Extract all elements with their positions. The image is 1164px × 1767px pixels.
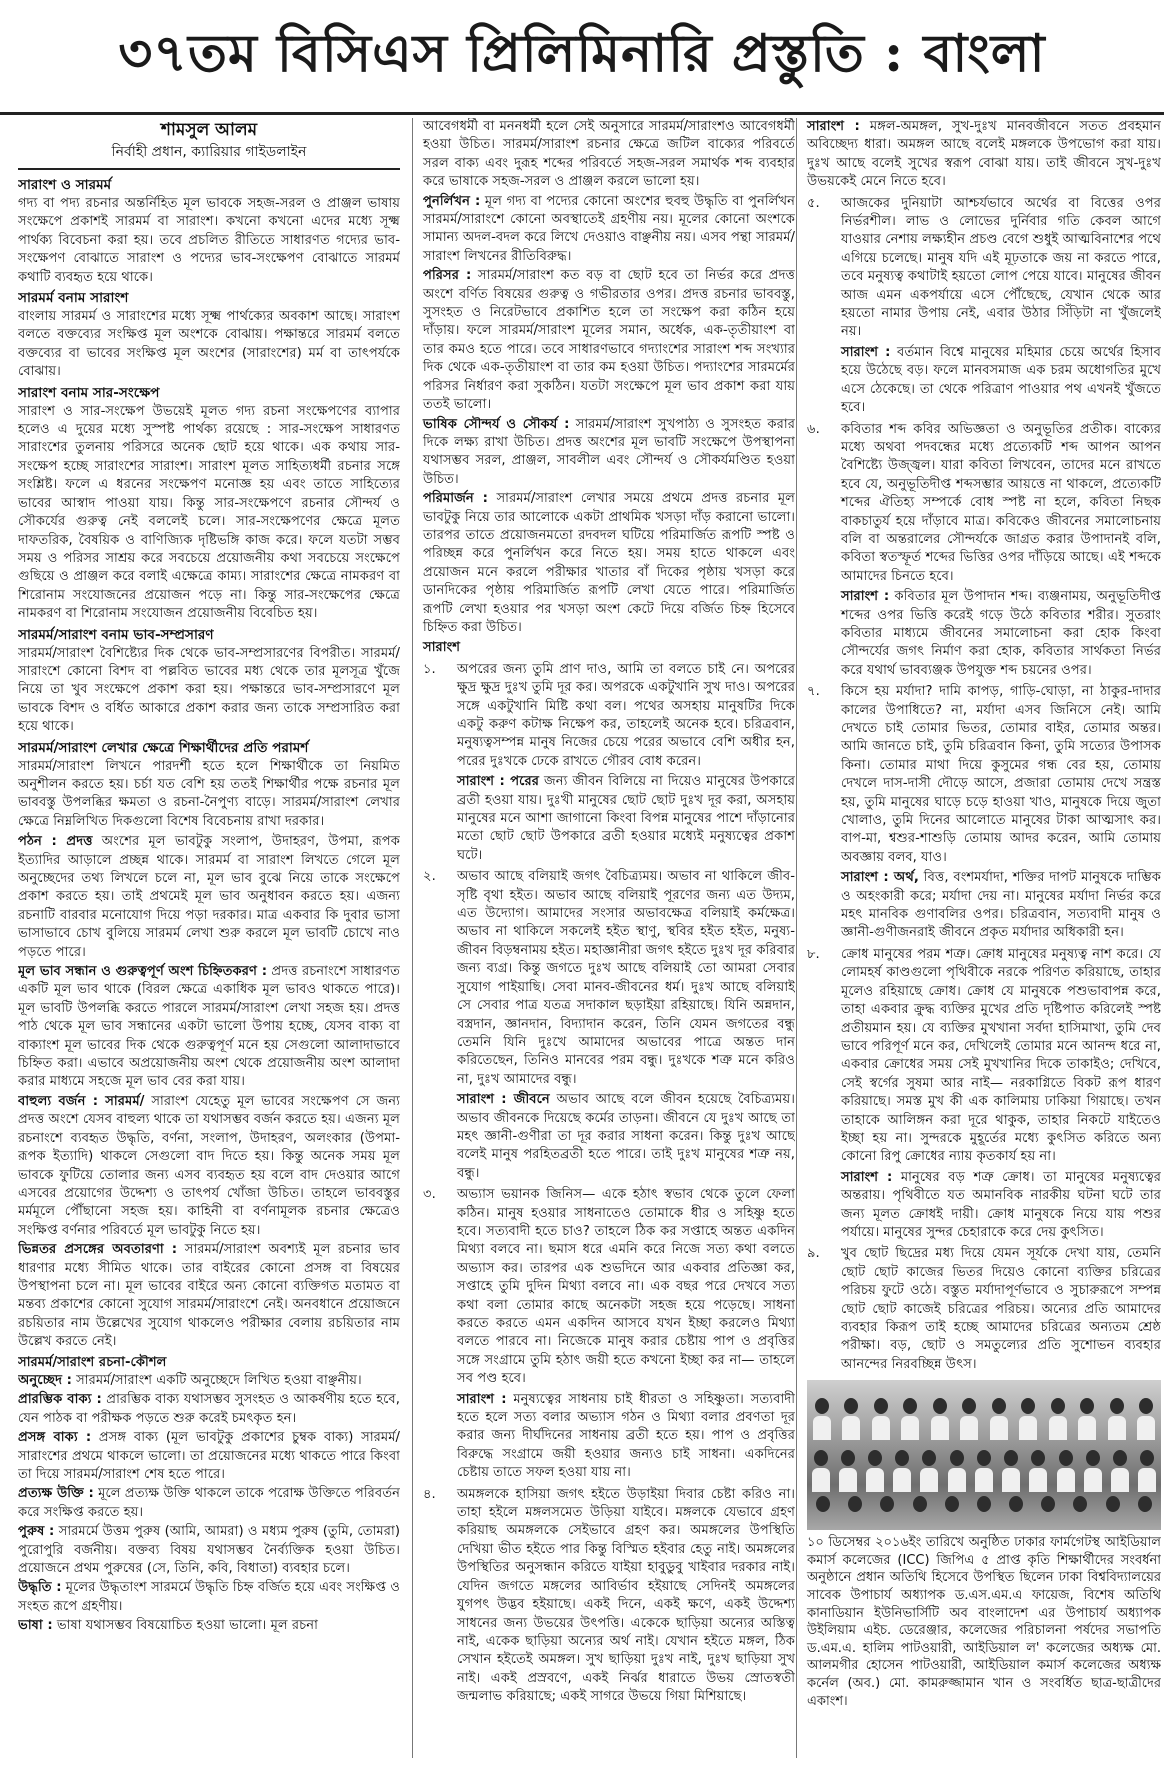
point-label: পুনর্লিখন : xyxy=(423,193,481,209)
section-vs-bhab-samprasaran xyxy=(18,626,400,737)
summary-label: সারাংশ : পরের xyxy=(457,774,539,790)
point-text: মূল গদ্য বা পদ্যের কোনো অংশের হুবহু উদ্ধৃতি বা পুনর্লিখন সারমর্ম/সারাংশে কোনো অবস্থাতেই গ্রহণীয় নয়। মূলের কোনো অংশকে সামান্য অদল-বদল করে লিখে দেওয়াও বাঞ্ছনীয় নয়। এসব পন্থা সারমর্ম/সারাংশ লিখনের রীতিবিরুদ্ধ। xyxy=(423,193,795,264)
advice-point xyxy=(18,963,400,1092)
item-summary xyxy=(457,773,795,865)
point-label: বাহুল্য বর্জন : সারমর্ম/ xyxy=(18,1093,145,1109)
exercise-item xyxy=(807,683,1161,867)
point-label: পঠন : প্রদত্ত xyxy=(18,834,93,850)
point-label: পুরুষ : xyxy=(18,1524,55,1540)
column-left xyxy=(18,118,400,1758)
technique-point xyxy=(423,267,795,414)
item-summary xyxy=(841,869,1161,943)
item-summary xyxy=(457,1091,795,1183)
point-text: প্রদত্ত রচনাংশে সাধারণত একটি মূল ভাব থাকে (বিরল ক্ষেত্রে একাধিক মূল ভাবও থাকতে পারে)। মূল ভাবটি উপলব্ধি করতে পারলে সারমর্ম/সারাংশ লেখা সহজ হয়। প্রদত্ত পাঠ থেকে মূল ভাব সন্ধানের একটা ভালো উপায় হচ্ছে, যেসব বাক্য বা বাক্যাংশ মূল ভাবের দিক থেকে গুরুত্বপূর্ণ মনে হয় সেগুলো আলাদাভাবে চিহ্নিত করা। এভাবে অপ্রয়োজনীয় অংশ থেকে প্রয়োজনীয় অংশ আলাদা করার মাধ্যমে সহজে মূল ভাব বের করা যায়। xyxy=(18,964,400,1090)
event-photo xyxy=(807,1380,1161,1530)
item-number: ৬. xyxy=(807,421,820,437)
summary-label: সারাংশ : xyxy=(457,1391,507,1407)
item-number: ৫. xyxy=(807,195,820,211)
item-text: অপরের জন্য তুমি প্রাণ দাও, আমি তা বলতে চাই নে। অপরের ক্ষুদ্র ক্ষুদ্র দুঃখ তুমি দূর কর। অপরকে একটুখানি সুখ দাও। অপরের সঙ্গে একটুখানি মিষ্টি কথা বল। পথের অসহায় মানুষটির দিকে একটু করুণ কটাক্ষ নিক্ষেপ কর, তাহলেই অনেক হবে। চরিত্রবান, মনুষ্যত্বসম্পন্ন মানুষ নিজের চেয়ে পরের অভাবে বেশি অধীর হন, পরের দুঃখকে ঢেকে রাখতে গৌরব বোধ করেন। xyxy=(457,661,795,769)
item-number: ৩. xyxy=(423,1187,436,1203)
section-heading: সারাংশ বনাম সার-সংক্ষেপ xyxy=(18,384,160,401)
section-text: গদ্য বা পদ্য রচনার অন্তর্নিহিত মূল ভাবকে সহজ-সরল ও প্রাঞ্জল ভাষায় সংক্ষেপে প্রকাশই সারমর্ম বা সারাংশ। কখনো কখনো এদের মধ্যে সূক্ষ্ম পার্থক্য বিবেচনা করা হয়। তবে প্রচলিত রীতিতে সাধারণত গদ্যের ভাব-সংক্ষেপণ বোঝাতে সারাংশ ও পদ্যের ভাব-সংক্ষেপণ বোঝাতে সারমর্ম কথাটি ব্যবহৃত হয়ে থাকে। xyxy=(18,196,400,285)
section-heading: সারমর্ম/সারাংশ লেখার ক্ষেত্রে শিক্ষার্থীদের প্রতি পরামর্শ xyxy=(18,739,309,756)
exercise-item xyxy=(423,1486,795,1707)
exercise-item xyxy=(423,1186,795,1388)
summary-label: সারাংশ : জীবনে xyxy=(457,1092,550,1108)
intro-text: আবেগধর্মী বা মননধর্মী হলে সেই অনুসারে সারমর্ম/সারাংশও আবেগধর্মী হওয়া উচিত। সারমর্ম/সারাংশ রচনার ক্ষেত্রে জটিল বাক্যের পরিবর্তে সরল বাক্য এবং দুরূহ শব্দের পরিবর্তে সহজ-সরল সমার্থক শব্দ ব্যবহার করে ভাষাকে সহজ-সরল ও প্রাঞ্জল করলে ভালো হয়। xyxy=(423,119,795,190)
point-label: মূল ভাব সন্ধান ও গুরুত্বপূর্ণ অংশ চিহ্নিতকরণ : xyxy=(18,964,268,980)
point-text: অংশের মূল ভাবটুকু সংলাপ, উদাহরণ, উপমা, রূপক ইত্যাদির আড়ালে প্রচ্ছন্ন থাকে। সারমর্ম বা সারাংশ লিখতে গেলে মূল অনুচ্ছেদের তথ্য লিখলে চলে না, মূল ভাব বুঝে নিয়ে তাকে সংক্ষেপে প্রকাশ করতে হয়। তাই প্রথমেই মূল ভাব অনুধাবন করতে হয়। এজন্য রচনাটি বারবার মনোযোগ দিয়ে পড়া দরকার। মাত্র একবার কি দুবার ভাসা ভাসাভাবে চোখ বুলিয়ে সারমর্ম লেখা শুরু করলে মূল ভাবটি চোখে নাও পড়তে পারে। xyxy=(18,834,400,960)
point-label: ভাষিক সৌন্দর্য ও সৌকর্য : xyxy=(423,416,570,432)
advice-point xyxy=(18,833,400,962)
advice-point xyxy=(18,1241,400,1351)
point-text: সারমর্মে উত্তম পুরুষ (আমি, আমরা) ও মধ্যম পুরুষ (তুমি, তোমরা) পুরোপুরি বর্জনীয়। বক্তব্য বিষয় যথাসম্ভব নৈর্ব্যক্তিক হওয়া উচিত। প্রয়োজনে প্রথম পুরুষের (সে, তিনি, কবি, বিধাতা) ব্যবহার চলে। xyxy=(18,1524,400,1577)
item-number: ৯. xyxy=(807,1246,820,1262)
column-right xyxy=(796,118,1161,1758)
photo-caption: ১০ ডিসেম্বর ২০১৬ইং তারিখে অনুষ্ঠিত ঢাকার ফার্মগেটস্থ আইডিয়াল কমার্স কলেজের (ICC) জিপিএ ৫ প্রাপ্ত কৃতি শিক্ষার্থীদের সংবর্ধনা অনুষ্ঠানে প্রধান অতিথি হিসেবে উপস্থিত ছিলেন ঢাকা বিশ্ববিদ্যালয়ের সাবেক উপাচার্য অধ্যাপক ড.এস.এম.এ ফায়েজ, বিশেষ অতিথি কানাডিয়ান ইউনিভার্সিটি অব বাংলাদেশ এর উপাচার্য অধ্যাপক উইলিয়াম এইচ. ডেরেঞ্জার, কলেজের পরিচালনা পর্ষদের সভাপতি ড.এম.এ. হালিম পাটওয়ারী, আইডিয়াল ল' কলেজের অধ্যক্ষ মো. আলমগীর হোসেন পাটওয়ারী, আইডিয়াল কমার্স কলেজের অধ্যক্ষ কর্নেল (অব.) মো. কামরুজ্জামান খান ও সংবর্ধিত ছাত্র-ছাত্রীদের একাংশ। xyxy=(807,1535,1161,1709)
author-name: শামসুল আলম xyxy=(160,120,258,140)
point-label: পরিমার্জন : xyxy=(423,491,488,507)
item-summary xyxy=(841,1169,1161,1243)
item-number: ২. xyxy=(423,869,436,885)
item-text: অমঙ্গলকে হাসিয়া জগৎ হইতে উড়াইয়া দিবার চেষ্টা করিও না। তাহা হইলে মঙ্গলসমেত উড়িয়া যাইবে। মঙ্গলকে যেভাবে গ্রহণ করিয়াছ অমঙ্গলকে সেইভাবে গ্রহণ কর। অমঙ্গলের উপস্থিতি দেখিয়া ভীত হইতে পার কিন্তু বিস্মিত হইবার হেতু নাই। অমঙ্গলের উপস্থিতির অনুসন্ধান করিতে যাইয়া হাবুডুবু খাইবার দরকার নাই। যেদিন জগতে মঙ্গলের আবির্ভাব হইয়াছে সেদিনই অমঙ্গলের যুগপৎ উদ্ভব হইয়াছে। একই দিনে, একই ক্ষণে, একই উদ্দেশ্য সাধনের জন্য উভয়ের উৎপত্তি। একেকে ছাড়িয়া অন্যের অস্তিত্ব নাই, একেক ছাড়িয়া অন্যের অর্থ নাই। যেখান হইতে মঙ্গল, ঠিক সেখান হইতেই অমঙ্গল। সুখ ছাড়িয়া দুঃখ নাই, দুঃখ ছাড়িয়া সুখ নাই। একই প্রস্রবণে, একই নির্ঝর ধারাতে উভয় স্রোতস্বতী জন্মলাভ করিয়াছে; একই সাগরে উভয়ে গিয়া মিশিয়াছে। xyxy=(457,1486,795,1705)
author-role: নির্বাহী প্রধান, ক্যারিয়ার গাইডলাইন xyxy=(111,144,307,160)
exercise-item xyxy=(807,946,1161,1167)
technique-point xyxy=(18,1372,400,1390)
technique-point xyxy=(423,193,795,267)
section-heading: সারমর্ম বনাম সারাংশ xyxy=(18,290,129,307)
point-text: ভাষা যথাসম্ভব বিষয়োচিত হওয়া ভালো। মূল রচনা xyxy=(56,1618,318,1634)
technique-point xyxy=(18,1579,400,1616)
section-text: সারমর্ম/সারাংশ বৈশিষ্ট্যের দিক থেকে ভাব-সম্প্রসারণের বিপরীত। সারমর্ম/সারাংশে কোনো বিশদ বা পল্লবিত ভাবের মধ্য থেকে তার মূলসূত্র খুঁজে নিয়ে তা খুব সংক্ষেপে প্রকাশ করা হয়। পক্ষান্তরে ভাব-সম্প্রসারণে মূল ভাবকে বিশদ ও বর্ধিত আকারে প্রকাশ করার জন্য তাকে সম্প্রসারিত করা হয়ে থাকে। xyxy=(18,645,400,735)
point-text: সারমর্ম/সারাংশ কত বড় বা ছোট হবে তা নির্ভর করে প্রদত্ত অংশে বর্ণিত বিষয়ের গুরুত্ব ও গভীরতার ওপর। প্রদত্ত রচনার ভাববস্তু, সুসংহত ও নিরেটভাবে প্রকাশিত হলে তা সংক্ষেপ করা কঠিন হয়ে দাঁড়ায়। ফলে সারমর্ম/সারাংশ মূলের সমান, অর্ধেক, এক-তৃতীয়াংশ বা তার কমও হতে পারে। তবে সাধারণভাবে গদ্যাংশের সারাংশ শব্দ সংখ্যার দিক থেকে এক-তৃতীয়াংশ বা তার কম হওয়া উচিত। পদ্যাংশের সারমর্মের পরিসর নির্ধারণ করা সুকঠিন। যতটা সংক্ষেপে মূল ভাব প্রকাশ করা যায় ততই ভালো। xyxy=(423,268,795,413)
point-label: প্রারম্ভিক বাক্য : xyxy=(18,1392,102,1408)
item-text: কিসে হয় মর্যাদা? দামি কাপড়, গাড়ি-ঘোড়া, না ঠাকুর-দাদার কালের উপাধিতে? না, মর্যাদা এসব জিনিসে নেই। আমি দেখতে চাই তোমার ভিতর, তোমার বাইর, তোমার অন্তর। আমি জানতে চাই, তুমি চরিত্রবান কিনা, তুমি সত্যের উপাসক কিনা। তোমার মাথা দিয়ে কুসুমের গন্ধ বের হয়, তোমায় দেখলে দাস-দাসী দৌড়ে আসে, প্রজারা তোমায় দেখে সন্ত্রস্ত হয়, তুমি মানুষের ঘাড়ে চড়ে হাওয়া খাও, মানুষকে দিয়ে জুতা খোলাও, তুমি দিনের আলোতে মানুষের টাকা আত্মসাৎ কর। বাপ-মা, শ্বশুর-শাশুড়ি তোমায় আদর করেন, আমি তোমায় অবজ্ঞায় বলব, যাও। xyxy=(841,684,1161,865)
summary-text: মঙ্গল-অমঙ্গল, সুখ-দুঃখ মানবজীবনে সতত প্রবহমান অবিচ্ছেদ্য ধারা। অমঙ্গল আছে বলেই মঙ্গলকে উপভোগ করা যায়। দুঃখ আছে বলেই সুখের স্বরূপ বোঝা যায়। তাই জীবনে সুখ-দুঃখ উভয়কেই মেনে নিতে হবে। xyxy=(807,119,1161,190)
item-text: ক্রোধ মানুষের পরম শত্রু। ক্রোধ মানুষের মনুষ্যত্ব নাশ করে। যে লোমহর্ষ কাণ্ডগুলো পৃথিবীকে নরকে পরিণত করিয়াছে, তাহার মূলেও রহিয়াছে ক্রোধ। ক্রোধ যে মানুষকে পশুভাবাপন্ন করে, তাহা একবার ক্রুদ্ধ ব্যক্তির মুখের প্রতি দৃষ্টিপাত করিলেই স্পষ্ট প্রতীয়মান হয়। যে ব্যক্তির মুখখানা সর্বদা হাসিমাখা, তুমি দেব ভাবে পরিপূর্ণ মনে কর, দেখিলেই তোমার মনে আনন্দ ধরে না, একবার ক্রোধের সময় সেই মুখখানির দিকে তাকাইও; দেখিবে, সেই স্বর্গের সুষমা আর নাই— নরকাগ্নিতে বিকট রূপ ধারণ করিয়াছে। সমস্ত মুখ কী এক কালিমায় ঢাকিয়া গিয়াছে। তখন তাহাকে আলিঙ্গন করা দূরে থাকুক, তাহার নিকটে যাইতেও ইচ্ছা হয় না। সুন্দরকে মুহূর্তের মধ্যে কুৎসিত করিতে অন্য কোনো রিপু ক্রোধের ন্যায় কৃতকার্য হয় না। xyxy=(841,946,1161,1165)
item-text: আজকের দুনিয়াটা আশ্চর্যভাবে অর্থের বা বিত্তের ওপর নির্ভরশীল। লাভ ও লোভের দুর্নিবার গতি কেবল আগে যাওয়ার নেশায় লক্ষ্যহীন প্রচণ্ড বেগে শুধুই আত্মবিনাশের পথে এগিয়ে চলেছে। মানুষ যদি এই মূঢ়তাকে জয় না করতে পারে, তবে মনুষ্যত্ব কথাটাই হয়তো লোপ পেয়ে যাবে। মানুষের জীবন আজ এমন একপর্যায়ে এসে পৌঁছেছে, যেখান থেকে আর হয়তো নামার উপায় নেই, এবার উঠার সিঁড়িটা না খুঁজলেই নয়। xyxy=(841,195,1161,340)
section-saransha-vs-sar-sankshep xyxy=(18,384,400,624)
section-text: সারমর্ম/সারাংশ লিখনে পারদর্শী হতে হলে শিক্ষার্থীকে তা নিয়মিত অনুশীলন করতে হয়। চর্চা যত বেশি হয় ততই শিক্ষার্থীর পক্ষে রচনার মূল ভাববস্তু উপলব্ধির ক্ষমতা ও রচনা-নৈপুণ্য বাড়ে। সারমর্ম/সারাংশ লেখার ক্ষেত্রে নিম্নলিখিত দিকগুলো বিশেষ বিবেচনায় রাখা দরকার। xyxy=(18,758,400,829)
summary-label: সারাংশ : xyxy=(807,119,860,134)
item-text: অভ্যাস ভয়ানক জিনিস— একে হঠাৎ স্বভাব থেকে তুলে ফেলা কঠিন। মানুষ হওয়ার সাধনাতেও তোমাকে ধীর ও সহিষ্ণু হতে হবে। সত্যবাদী হতে চাও? তাহলে ঠিক কর সপ্তাহে অন্তত একদিন মিথ্যা বলবে না। ছমাস ধরে এমনি করে নিজে সত্য কথা বলতে অভ্যাস কর। তারপর এক শুভদিনে আর একবার প্রতিজ্ঞা কর, সপ্তাহে তুমি দুদিন মিথ্যা বলবে না। এক বছর পরে দেখবে সত্য কথা বলা তোমার কাছে অনেকটা সহজ হয়ে পড়েছে। সাধনা করতে করতে এমন একদিন আসবে যখন ইচ্ছা করলেও মিথ্যা বলতে পারবে না। নিজেকে মানুষ করার চেষ্টায় পাপ ও প্রবৃত্তির সঙ্গে সংগ্রামে তুমি হঠাৎ জয়ী হতে কখনো ইচ্ছা কর না— তাহলে সব পণ্ড হবে। xyxy=(457,1187,795,1387)
summary-label: সারাংশ : xyxy=(841,1169,893,1185)
point-label: উদ্ধৃতি : xyxy=(18,1580,62,1596)
point-text: প্রারম্ভিক বাক্য যথাসম্ভব সুসংহত ও আকর্ষণীয় হতে হবে, যেন পাঠক বা পরীক্ষক পড়তে শুরু করেই চমৎকৃত হন। xyxy=(18,1392,400,1426)
summary-text: মানুষের বড় শত্রু ক্রোধ। তা মানুষের মনুষ্যত্বের অন্তরায়। পৃথিবীতে যত অমানবিক নারকীয় ঘটনা ঘটে তার জন্য মূলত ক্রোধই দায়ী। ক্রোধ মানুষকে নিয়ে যায় পশুর পর্যায়ে। মানুষের সুন্দর চেহারাকে করে দেয় কুৎসিত। xyxy=(841,1169,1161,1240)
point-label: ভিন্নতর প্রসঙ্গের অবতারণা : xyxy=(18,1242,178,1258)
summary-text: কবিতার মূল উপাদান শব্দ। ব্যঞ্জনাময়, অনুভূতিদীপ্ত শব্দের ওপর ভিত্তি করেই গড়ে উঠে কবিতার শরীর। সুতরাং কবিতার মাধ্যমে জীবনের সমালোচনা করা হোক কিংবা সৌন্দর্যের জগৎ নির্মাণ করা হোক, কবিতার সার্থকতা নির্ভর করে যথার্থ ভাবব্যঞ্জক উপযুক্ত শব্দ চয়নের ওপর। xyxy=(841,589,1161,678)
summary-text: অভাব আছে বলে জীবন হয়েছে বৈচিত্র্যময়। অভাব জীবনকে দিয়েছে কর্মের তাড়না। জীবনে যে দুঃখ আছে তা মহৎ জ্ঞানী-গুণীরা তা দূর করার সাধনা করেন। কিন্তু দুঃখ আছে বলেই মানুষ পরহিতব্রতী হতে পারে। তাই দুঃখ মানুষের শত্রু নয়, বন্ধু। xyxy=(457,1092,795,1181)
point-label: প্রত্যক্ষ উক্তি : xyxy=(18,1486,94,1502)
technique-point xyxy=(18,1523,400,1578)
section-saransha-o-sarmarma xyxy=(18,176,400,287)
item-text: খুব ছোট ছিদ্রের মধ্য দিয়ে যেমন সূর্যকে দেখা যায়, তেমনি ছোট ছোট কাজের ভিতর দিয়েও কোনো ব্যক্তির চরিত্রের পরিচয় ফুটে ওঠে। বস্তুত মর্যাদাপূর্ণভাবে ও সুচারুরূপে সম্পন্ন ছোট ছোট কাজেই চরিত্রের পরিচয়। অন্যের প্রতি আমাদের ব্যবহার কিরূপ তাই হচ্ছে আমাদের চরিত্রের অন্যতম শ্রেষ্ঠ পরীক্ষা। বড়, ছোট ও সমতুল্যের প্রতি সুশোভন ব্যবহার আনন্দের নিরবচ্ছিন্ন উৎস। xyxy=(841,1246,1161,1372)
section-heading: সারমর্ম/সারাংশ বনাম ভাব-সম্প্রসারণ xyxy=(18,626,214,643)
item-number: ৮. xyxy=(807,946,820,962)
section-heading: সারাংশ xyxy=(423,640,461,656)
byline xyxy=(18,118,400,170)
item-text: অভাব আছে বলিয়াই জগৎ বৈচিত্র্যময়। অভাব না থাকিলে জীব-সৃষ্টি বৃথা হইত। অভাব আছে বলিয়াই পূরণের জন্য এত উদ্যম, এত উদ্যোগ। আমাদের সংসার অভাবক্ষেত্র বলিয়াই কর্মক্ষেত্র। অভাব না থাকিলে সকলেই হইত স্থাণু, স্থবির হইত হইত, মনুষ্য-জীবন বিড়ম্বনাময় হইত। মহাজ্ঞানীরা জগৎ হইতে দুঃখ দূর করিবার জন্য ব্যগ্র। কিন্তু জগতে দুঃখ আছে বলিয়াই তো আমরা সেবার সুযোগ পাইয়াছি। সেবা মানব-জীবনের ধর্ম। দুঃখ আছে বলিয়াই সে সেবার পাত্র যতত্র সদাকাল ছড়াইয়া রহিয়াছে। যিনি অন্নদান, বস্ত্রদান, জ্ঞানদান, বিদ্যাদান করেন, তিনি যেমন জগতের বন্ধু তেমনি যিনি দুঃখে আমাদের অভাবের পাত্রে অন্তত দান করিতেছেন, তিনিও মানবের পরম বন্ধু। দুঃখকে শত্রু মনে করিও না, দুঃখ আমাদের বন্ধু। xyxy=(457,869,795,1087)
column-middle xyxy=(412,118,795,1758)
point-text: সারমর্ম/সারাংশ অবশ্যই মূল রচনার ভাব ধারণার মধ্যে সীমিত থাকে। তার বাইরের কোনো প্রসঙ্গ বা বিষয়ের উপস্থাপনা চলে না। মূল ভাবের বাইরে অন্য কোনো ব্যক্তিগত মতামত বা মন্তব্য প্রকাশের কোনো সুযোগ সারমর্ম/সারাংশে নেই। অনবধানে প্রয়োজনে রচয়িতার নাম উল্লেখের সুযোগ থাকলেও পরীক্ষার বেলায় রচয়িতার নাম উল্লেখ করতে নেই। xyxy=(18,1242,400,1350)
point-label: পরিসর : xyxy=(423,268,472,284)
summary-label: সারাংশ : অর্থ, xyxy=(841,870,919,886)
section-text: বাংলায় সারমর্ম ও সারাংশের মধ্যে সূক্ষ্ম পার্থক্যের অবকাশ আছে। সারাংশ বলতে বক্তব্যের সংক্ষিপ্ত মূল অংশকে বোঝায়। পক্ষান্তরে সারমর্ম বলতে বক্তব্যের বা ভাবের সংক্ষিপ্ত মূল অংশের (সারাংশের) মর্ম বা তাৎপর্যকে বোঝায়। xyxy=(18,309,400,380)
point-text: প্রসঙ্গ বাক্য (মূল ভাবটুকু প্রকাশের চুম্বক বাক্য) সারমর্ম/সারাংশের প্রথমে থাকলে ভালো। তা প্রয়োজনের মধ্যে থাকতে পারে কিংবা তা দিয়ে সারমর্ম/সারাংশ শেষ হতে পারে। xyxy=(18,1430,400,1482)
exercise-item xyxy=(807,1245,1161,1374)
summary-text: বিত্ত, বংশমর্যাদা, শক্তির দাপট মানুষকে দাম্ভিক ও অহংকারী করে; মর্যাদা দেয় না। মানুষের মর্যাদা নির্ভর করে মহৎ মানবিক গুণাবলির ওপর। চরিত্রবান, সত্যবাদী মানুষ ও জ্ঞানী-গুণীজনরাই জীবনে প্রকৃত মর্যাদার অধিকারী হন। xyxy=(841,870,1161,941)
item-number: ১. xyxy=(423,661,436,677)
point-text: মূলে প্রত্যক্ষ উক্তি থাকলে তাকে পরোক্ষ উক্তিতে পরিবর্তন করে সংক্ষিপ্ত করতে হয়। xyxy=(18,1486,400,1520)
summary-text: বর্তমান বিশ্বে মানুষের মহিমার চেয়ে অর্থের হিসাব হয়ে উঠেছে বড়। ফলে মানবসমাজ এক চরম অধোগতির মুখে এসে ঠেকেছে। তা থেকে পরিত্রাণ পাওয়ার পথ এখনই খুঁজতে হবে। xyxy=(841,344,1161,416)
summary-label: সারাংশ : xyxy=(841,344,891,360)
summary-label: সারাংশ : xyxy=(841,589,890,605)
section-heading: সারাংশ ও সারমর্ম xyxy=(18,177,112,193)
technique-point xyxy=(18,1617,400,1635)
section-advice xyxy=(18,739,400,832)
summary-text: জন্য জীবন বিলিয়ে না দিয়েও মানুষের উপকারে ব্রতী হওয়া যায়। দুঃখী মানুষের ছোট ছোট দুঃখ দূর করা, অসহায় মানুষের মনে আশা জাগানো কিংবা বিপন্ন মানুষের পাশে দাঁড়ানোর মতো ছোট ছোট উপকারে ব্রতী হওয়ার মধ্যেই মনুষ্যত্বের প্রকাশ ঘটে। xyxy=(457,774,795,863)
page-title: ৩৭তম বিসিএস প্রিলিমিনারি প্রস্তুতি : বাংলা xyxy=(118,23,1046,84)
item-summary xyxy=(841,588,1161,680)
exercise-item xyxy=(423,868,795,1089)
item-text: কবিতার শব্দ কবির অভিজ্ঞতা ও অনুভূতির প্রতীক। বাক্যের মধ্যে অথবা পদবন্ধের মধ্যে প্রত্যেকটি শব্দ আপন আপন বৈশিষ্ট্যে উজ্জ্বল। যারা কবিতা লিখবেন, তাদের মনে রাখতে হবে যে, অনুভূতিদীপ্ত শব্দসম্ভার আয়ত্তে না থাকলে, প্রত্যেকটি শব্দের ঐতিহ্য সম্পর্কে বোধ স্পষ্ট না হলে, কবিতা নিছক বাকচাতুর্য হয়ে দাঁড়াবে মাত্র। কবিকেও জীবনের সমালোচনায় বলি বা অন্তরালের সৌন্দর্যকে জাগ্রত করার উপাদানই বলি, কবিতা স্বতস্ফূর্ত শব্দের ভিত্তির ওপর দাঁড়িয়ে আছে। এই শব্দকে আমাদের চিনতে হবে। xyxy=(841,421,1161,584)
point-text: মূলের উদ্ধৃতাংশ সারমর্মে উদ্ধৃতি চিহ্ন বর্জিত হয়ে এবং সংক্ষিপ্ত ও সংহত রূপে গ্রহণীয়। xyxy=(18,1580,400,1614)
item-summary xyxy=(807,118,1161,192)
point-text: সারাংশ যেহেতু মূল ভাবের সংক্ষেপণ সে জন্য প্রদত্ত অংশে যেসব বাহুল্য থাকে তা যথাসম্ভব বর্জন করতে হয়। এজন্য মূল রচনাংশে ব্যবহৃত উদ্ধৃতি, বর্ণনা, সংলাপ, উদাহরণ, অলংকার (উপমা-রূপক ইত্যাদি) থাকলে সেগুলো বাদ দিতে হয়। কিন্তু অনেক সময় মূল ভাবকে ফুটিয়ে তোলার জন্য এসব ব্যবহৃত হয় বলে বাদ দেওয়ার আগে এসবের প্রয়োগের উদ্দেশ্য ও তাৎপর্য খোঁজা উচিত। তাহলে ভাববস্তুর মর্মমূলে পৌঁছানো সহজ হয়। কাহিনী বা বর্ণনামূলক রচনার ক্ষেত্রেও সংক্ষিপ্ত বর্ণনার পরিবর্তে মূল ভাবটুকু নিতে হয়। xyxy=(18,1093,400,1238)
technique-point xyxy=(18,1485,400,1522)
advice-point xyxy=(18,1093,400,1240)
point-text: সারমর্ম/সারাংশ লেখার সময়ে প্রথমে প্রদত্ত রচনার মূল ভাবটুকু নিয়ে তার আলোকে একটা প্রাথমিক খসড়া দাঁড় করানো ভালো। তারপর তাতে প্রয়োজনমতো রদবদল ঘটিয়ে পরিমার্জিত রূপটি স্পষ্ট ও পরিচ্ছন্ন করে পুনর্লিখন করে নিতে হয়। সময় হাতে থাকলে এবং প্রয়োজন মনে করলে পরীক্ষার খাতার বাঁ দিকের পৃষ্ঠায় খসড়া করে ডানদিকের পৃষ্ঠায় পরিমার্জিত রূপটি লেখা যেতে পারে। পরিমার্জিত রূপটি লেখা হওয়ার পর খসড়া অংশ কেটে দিয়ে বর্জিত চিহ্ন হিসেবে চিহ্নিত করা উচিত। xyxy=(423,491,795,635)
section-text: সারাংশ ও সার-সংক্ষেপ উভয়েই মূলত গদ্য রচনা সংক্ষেপণের ব্যাপার হলেও এ দুয়ের মধ্যে সুস্পষ্ট পার্থক্য রয়েছে : সার-সংক্ষেপ সাধারণত সারাংশের তুলনায় পরিসরে অনেক ছোট হয়ে থাকে। এক কথায় সার-সংক্ষেপ হচ্ছে সারাংশের সারাংশ। সারাংশ মূলত সাহিত্যধর্মী রচনার সঙ্গে সংশ্লিষ্ট। ফলে এ ধরনের সংক্ষেপণ মনোজ্ঞ হয় এবং তাতে সাহিত্যের ভাবের আস্বাদ পাওয়া যায়। কিন্তু সার-সংক্ষেপণে রচনার সৌন্দর্য ও সৌকর্যের গুরুত্ব নেই বললেই চলে। সার-সংক্ষেপণের ক্ষেত্রে মূলত দাফতরিক, বৈষয়িক ও বাণিজ্যিক দৃষ্টিভঙ্গি কাজ করে। ফলে যতটা সম্ভব সময় ও পরিসর সাশ্রয় করে সবচেয়ে প্রয়োজনীয় কথা সবচেয়ে সংক্ষেপে গুছিয়ে ও প্রাঞ্জল করে বলাই এক্ষেত্রে কাম্য। সারাংশের ক্ষেত্রে নামকরণ বা শিরোনাম সংযোজনের প্রয়োজন পড়ে না। কিন্তু সার-সংক্ষেপের ক্ষেত্রে নামকরণ বা শিরোনাম সংযোজন প্রয়োজনীয় বিবেচিত হয়। xyxy=(18,403,400,622)
technique-point xyxy=(18,1391,400,1428)
point-text: সারমর্ম/সারাংশ একটি অনুচ্ছেদে লিখিত হওয়া বাঞ্ছনীয়। xyxy=(76,1372,362,1388)
point-label: ভাষা : xyxy=(18,1618,53,1634)
item-summary xyxy=(457,1391,795,1483)
exercise-item xyxy=(807,421,1161,587)
point-text: সারমর্ম/সারাংশ সুখপাঠ্য ও সুসংহত করার দিকে লক্ষ্য রাখা উচিত। প্রদত্ত অংশের মূল ভাবটি সংক্ষেপে উপস্থাপনা যথাসম্ভব সরল, প্রাঞ্জল, সাবলীল এবং সৌন্দর্য ও সৌকর্যমণ্ডিত হওয়া উচিত। xyxy=(423,416,795,487)
item-summary xyxy=(841,344,1161,418)
page-header xyxy=(0,0,1164,115)
point-label: অনুচ্ছেদ : xyxy=(18,1372,72,1388)
technique-point xyxy=(423,490,795,637)
exercise-item xyxy=(423,661,795,771)
technique-point xyxy=(18,1429,400,1484)
item-number: ৪. xyxy=(423,1486,436,1502)
summary-text: মনুষ্যত্বের সাধনায় চাই ধীরতা ও সহিষ্ণুতা। সত্যবাদী হতে হলে সত্য বলার অভ্যাস গঠন ও মিথ্যা বলার প্রবণতা দূর করার জন্য দীর্ঘদিনের সাধনায় ব্রতী হতে হয়। পাপ ও প্রবৃত্তির বিরুদ্ধে সংগ্রামে জয়ী হওয়ার জন্যও চাই সাধনা। একদিনের চেষ্টায় তাতে সফল হওয়া যায় না। xyxy=(457,1391,795,1481)
section-sarmarma-vs-saransha xyxy=(18,289,400,382)
section-heading: সারমর্ম/সারাংশ রচনা-কৌশল xyxy=(18,1354,167,1370)
point-label: প্রসঙ্গ বাক্য : xyxy=(18,1430,92,1446)
item-number: ৭. xyxy=(807,684,820,700)
technique-point xyxy=(423,416,795,490)
exercise-item xyxy=(807,195,1161,342)
